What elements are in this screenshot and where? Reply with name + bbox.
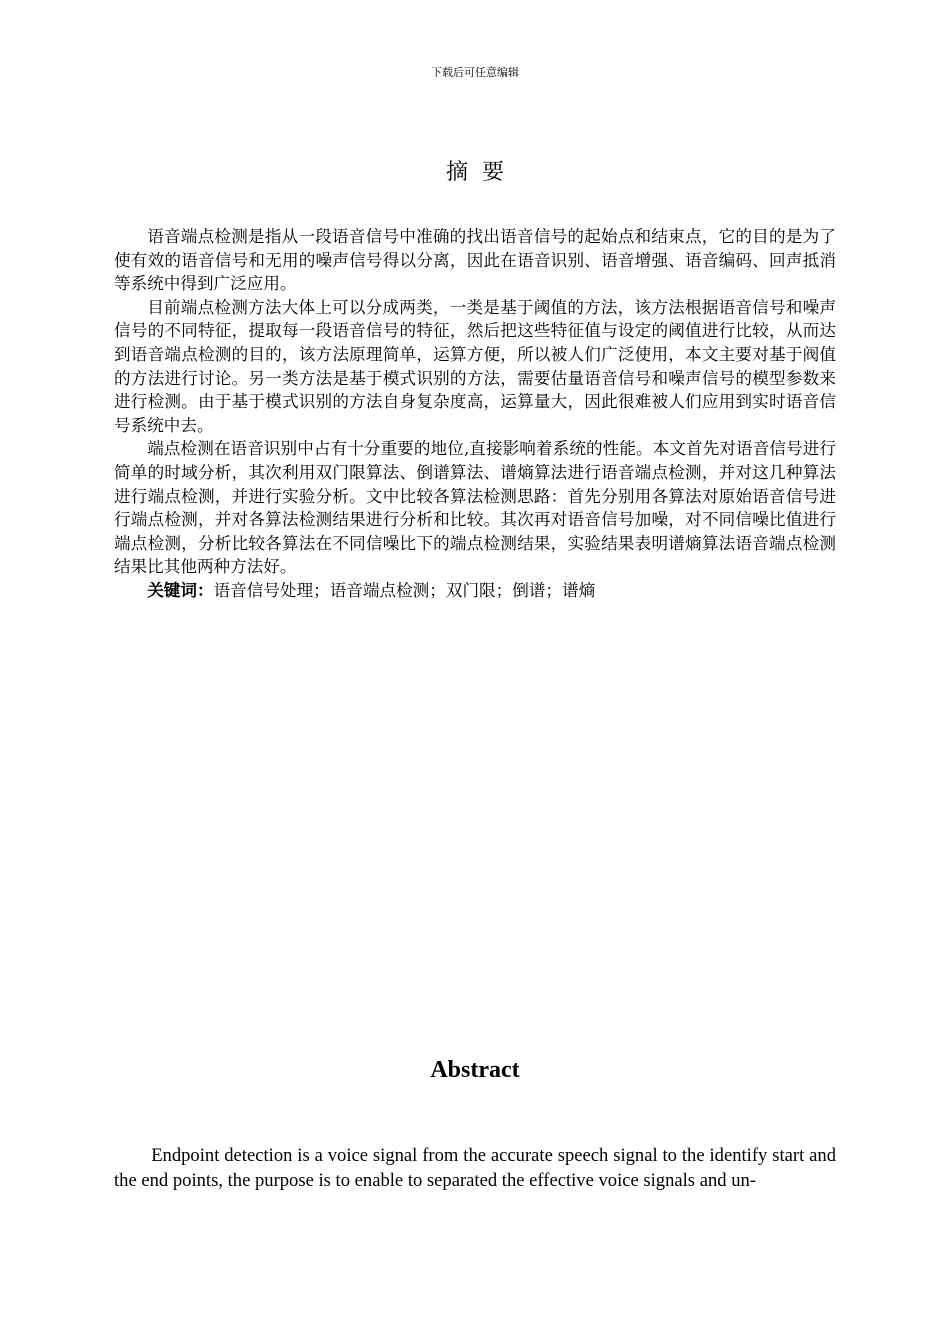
- abstract-cn-body: [114, 225, 836, 603]
- keywords-text: 语音信号处理；语音端点检测；双门限；倒谱；谱熵: [213, 580, 596, 600]
- abstract-en-paragraph-1: Endpoint detection is a voice signal from the accurate speech signal to the identify start and the end points, the purpose is to enable to separated the effective voice signals and un-: [114, 1145, 836, 1191]
- page-header-note: 下载后可任意编辑: [431, 66, 519, 79]
- abstract-en-title: Abstract: [430, 1057, 520, 1083]
- abstract-cn-paragraph-2: 目前端点检测方法大体上可以分成两类，一类是基于阈值的方法，该方法根据语音信号和噪声信号的不同特征，提取每一段语音信号的特征，然后把这些特征值与设定的阈值进行比较，从而达到语音端点检测的目的，该方法原理简单，运算方便，所以被人们广泛使用，本文主要对基于阀值的方法进行讨论。另一类方法是基于模式识别的方法，需要估量语音信号和噪声信号的模型参数来进行检测。由于基于模式识别的方法自身复杂度高，运算量大，因此很难被人们应用到实时语音信号系统中去。: [114, 297, 836, 435]
- abstract-cn-title: 摘要: [445, 160, 518, 185]
- abstract-cn-paragraph-1: 语音端点检测是指从一段语音信号中准确的找出语音信号的起始点和结束点，它的目的是为了使有效的语音信号和无用的噪声信号得以分离，因此在语音识别、语音增强、语音编码、回声抵消等系统中得到广泛应用。: [114, 227, 836, 294]
- abstract-cn-paragraph-3: 端点检测在语音识别中占有十分重要的地位,直接影响着系统的性能。本文首先对语音信号进行简单的时域分析，其次利用双门限算法、倒谱算法、谱熵算法进行语音端点检测，并对这几种算法进行端点检测，并进行实验分析。文中比较各算法检测思路：首先分别用各算法对原始语音信号进行端点检测，并对各算法检测结果进行分析和比较。其次再对语音信号加噪，对不同信噪比值进行端点检测，分析比较各算法在不同信噪比下的端点检测结果，实验结果表明谱熵算法语音端点检测结果比其他两种方法好。: [114, 439, 836, 577]
- keywords-label: 关键词：: [147, 580, 214, 600]
- keywords-line: [114, 579, 836, 603]
- abstract-en-body: [114, 1143, 836, 1193]
